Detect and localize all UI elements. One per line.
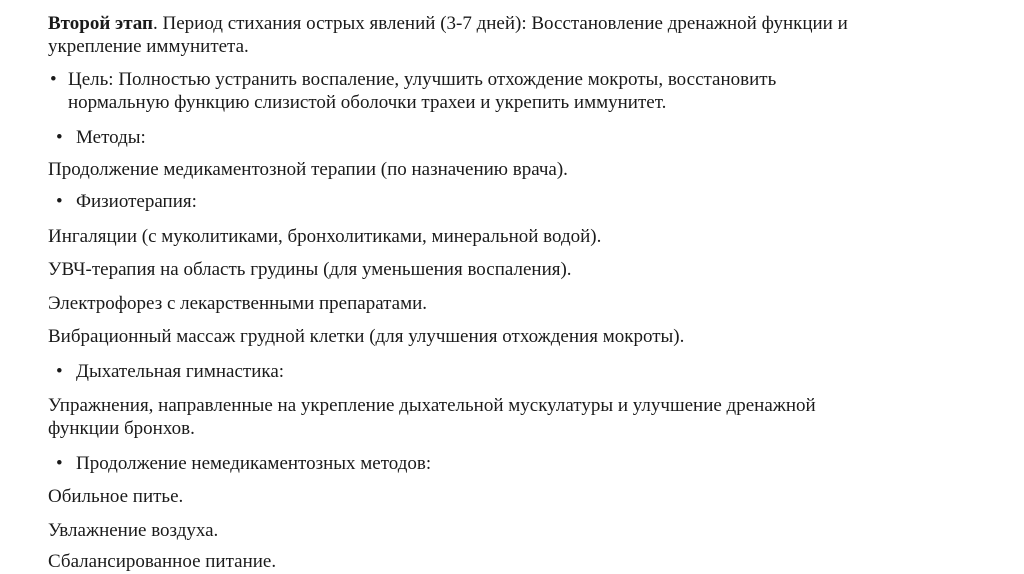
physio-item: Электрофорез с лекарственными препаратами. [48,293,428,314]
goal-line1: Цель: Полностью устранить воспаление, улучшить отхождение мокроты, восстановить [68,69,777,90]
breathing-line1: Упражнения, направленные на укрепление дыхательной мускулатуры и улучшение дренажной [48,395,816,416]
bullet-icon: • [56,127,63,148]
physio-item: Ингаляции (с муколитиками, бронхолитиками, минеральной водой). [48,226,602,247]
stage-title [48,12,848,35]
physio-item: Вибрационный массаж грудной клетки (для улучшения отхождения мокроты). [48,326,685,347]
nondrug-item: Увлажнение воздуха. [48,520,219,541]
bullet-icon: • [56,361,63,382]
breathing-heading: Дыхательная гимнастика: [76,361,285,382]
nondrug-item: Сбалансированное питание. [48,551,277,572]
stage-title-line2: укрепление иммунитета. [48,36,249,57]
bullet-icon: • [56,453,63,474]
stage-title-rest: . Период стихания острых явлений (3-7 дней): Восстановление дренажной функции и [153,13,848,34]
physio-item: УВЧ-терапия на область грудины (для уменьшения воспаления). [48,259,572,280]
breathing-bullet-item [56,360,556,383]
goal-bullet-item [50,68,1010,114]
breathing-line2: функции бронхов. [48,418,195,439]
bullet-icon: • [56,191,63,212]
stage-title-bold: Второй этап [48,13,153,34]
bullet-icon: • [50,69,57,90]
methods-heading: Методы: [76,127,146,148]
physio-heading: Физиотерапия: [76,191,197,212]
nondrug-heading: Продолжение немедикаментозных методов: [76,453,432,474]
nondrug-bullet-item [56,452,656,475]
physio-bullet-item [56,190,456,213]
nondrug-item: Обильное питье. [48,486,184,507]
methods-text: Продолжение медикаментозной терапии (по назначению врача). [48,159,568,180]
methods-bullet-item [56,126,456,149]
goal-line2: нормальную функцию слизистой оболочки трахеи и укрепить иммунитет. [68,92,667,113]
